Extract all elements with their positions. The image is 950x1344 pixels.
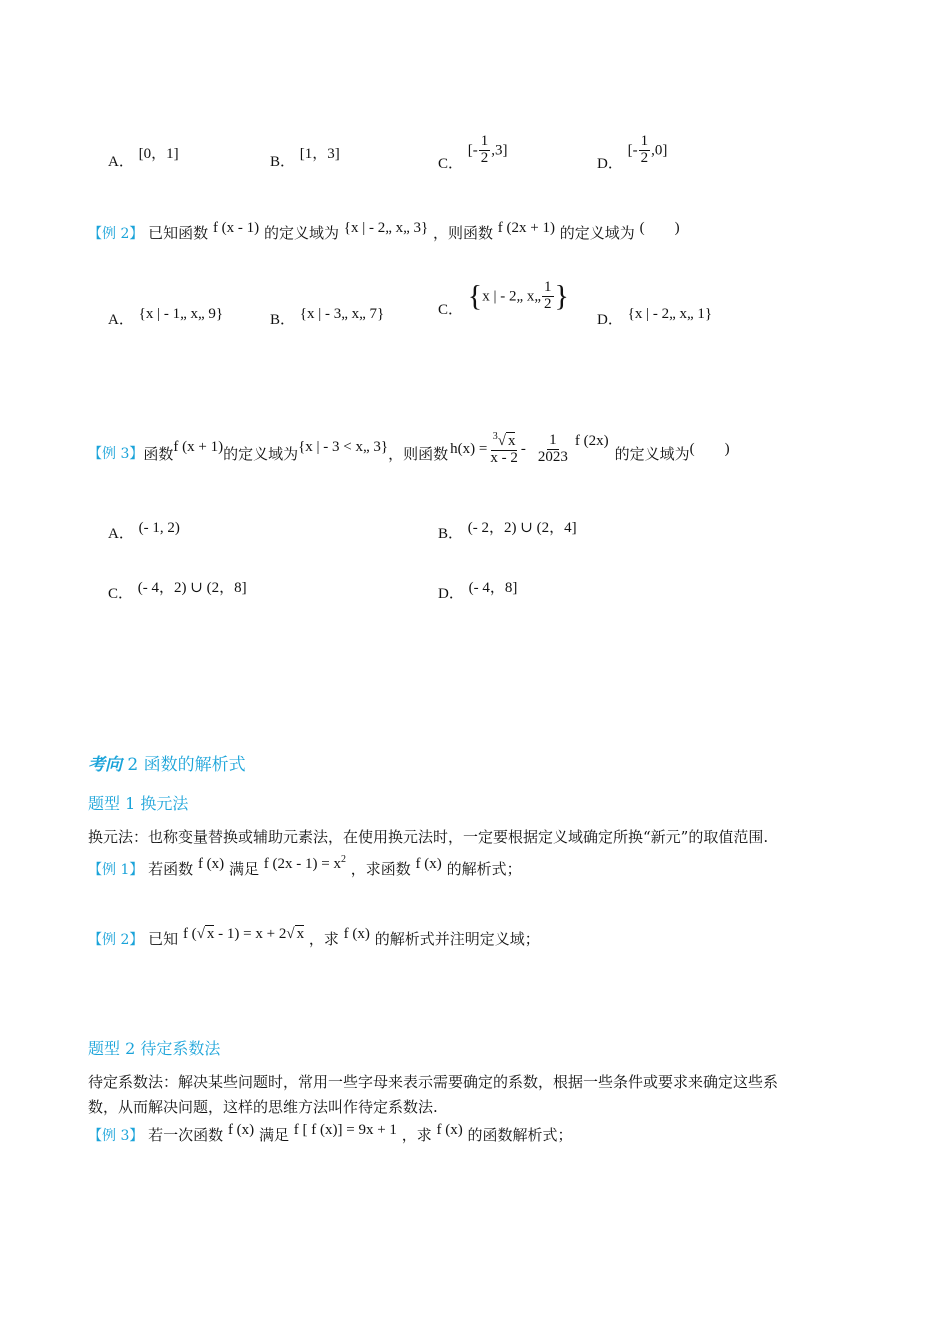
option-prefix: [- (627, 142, 638, 159)
fraction (639, 134, 651, 167)
option-label: C． (438, 156, 464, 173)
numerator: 1 (480, 133, 489, 149)
option-label: C． (108, 586, 134, 602)
section-heading-prefix: 考向 (88, 755, 122, 775)
example-tag: 【例 1】 (88, 862, 144, 878)
expr-part: - 1) = x + 2 (214, 926, 287, 942)
option-label: A． (108, 526, 134, 542)
fraction (488, 432, 520, 467)
exponent: 2 (340, 854, 346, 865)
math-expr: f (x) (227, 1122, 255, 1138)
type1-description: 换元法：也称变量替换或辅助元素法，在使用换元法时，一定要根据定义域确定所换“新元”的取值范围. (88, 828, 769, 846)
q1-option-b (270, 146, 340, 171)
ex3-option-c (108, 582, 247, 603)
math-expr: f [ f (x)] = 9x + 1 (293, 1122, 397, 1138)
example-2-question (88, 222, 680, 243)
math-expr: f (x) (415, 856, 442, 872)
type2-title: 题型 2 待定系数法 (88, 1039, 221, 1058)
option-label: A． (108, 312, 134, 328)
radicand: x (206, 926, 215, 942)
expr-part: f ( (182, 926, 197, 942)
question-text: 的解析式并注明定义域； (374, 930, 540, 948)
fraction (536, 433, 570, 466)
option-label: D． (597, 312, 623, 328)
h-tail: f (2x) (574, 432, 609, 449)
math-expr-base: f (2x - 1) = x (263, 856, 341, 872)
fraction (479, 134, 491, 167)
ex2-option-a (108, 308, 223, 329)
option-value: [1，3] (299, 146, 340, 162)
question-text: 的定义域为 (223, 444, 299, 463)
section-heading (88, 750, 246, 775)
example-tag: 【例 2】 (88, 226, 144, 242)
ex2-option-c (438, 279, 569, 319)
ex3-option-a (108, 522, 180, 543)
question-text: ，求 (401, 1126, 432, 1144)
numerator: $^3$√ x (492, 431, 516, 449)
type1-example-2 (88, 928, 540, 949)
option-label: B． (438, 526, 464, 542)
example-tag: 【例 3】 (88, 1128, 144, 1144)
root-index: 3 (492, 431, 498, 442)
q1-option-d (597, 133, 668, 173)
option-value: x | - 2„ x„ (482, 288, 542, 305)
minus-sign: - (520, 440, 526, 457)
math-expr: f (2x + 1) (497, 220, 555, 236)
math-expr: {x | - 2„ x„ 3} (343, 220, 429, 236)
option-value: (- 1, 2) (138, 520, 180, 536)
left-brace: { (467, 279, 483, 313)
question-text: 的定义域为 (263, 224, 339, 242)
example-3-question (88, 431, 730, 471)
option-label: C． (438, 302, 464, 319)
ex3-option-d (438, 582, 517, 603)
math-expr: f (√ x - 1) = x + 2√ x (182, 926, 305, 942)
denominator: 2 (480, 149, 489, 166)
question-text: 满足 (228, 860, 259, 878)
q1-option-a (108, 146, 179, 171)
math-expr: {x | - 3 < x„ 3} (298, 438, 389, 455)
question-text: ，则函数 (433, 224, 494, 242)
denominator: 2023 (537, 448, 568, 465)
question-text: 已知函数 (148, 224, 209, 242)
ex3-option-b (438, 522, 577, 543)
type2-example-3 (88, 1124, 573, 1145)
question-text: 的定义域为 (614, 444, 690, 463)
option-label: A． (108, 154, 134, 170)
ex2-option-d (597, 308, 712, 329)
question-text: ，求函数 (350, 860, 411, 878)
question-text: ，求 (308, 930, 339, 948)
option-value: [0，1] (138, 146, 179, 162)
answer-paren: ( ) (639, 220, 680, 236)
type2-description-line1: 待定系数法：解决某些问题时，常用一些字母来表示需要确定的系数，根据一些条件或要求来确定这些系 (88, 1073, 779, 1091)
denominator: 2 (544, 295, 552, 312)
section-heading-title: 2 函数的解析式 (127, 755, 246, 775)
option-value: {x | - 3„ x„ 7} (299, 306, 385, 322)
math-expr: f (x) (436, 1122, 463, 1138)
example-tag: 【例 2】 (88, 932, 144, 948)
numerator: 1 (549, 432, 557, 448)
denominator: 2 (640, 149, 649, 166)
option-value: (- 2，2) ∪ (2，4] (467, 520, 577, 536)
option-value: (- 4，2) ∪ (2，8] (137, 580, 247, 596)
option-suffix: ,0] (651, 142, 668, 159)
q1-option-c (438, 133, 508, 173)
example-tag: 【例 3】 (88, 446, 144, 463)
type1-example-1 (88, 854, 522, 879)
right-brace: } (554, 279, 569, 313)
option-prefix: [- (467, 142, 478, 159)
question-text: 满足 (258, 1126, 289, 1144)
math-expr: f (x) (343, 926, 370, 942)
question-text: 若一次函数 (148, 1126, 224, 1144)
h-function-expr (450, 432, 608, 467)
numerator: 1 (544, 279, 552, 295)
question-text: 的解析式； (446, 860, 522, 878)
option-value: (- 4，8] (468, 580, 518, 596)
question-text: 的函数解析式； (467, 1126, 573, 1144)
type1-title: 题型 1 换元法 (88, 794, 189, 813)
radicand: x (296, 926, 305, 942)
ex2-option-b (270, 308, 384, 329)
math-expr: f (x - 1) (212, 220, 260, 236)
option-label: D． (597, 156, 623, 173)
option-label: B． (270, 154, 296, 170)
option-suffix: ,3] (491, 142, 508, 159)
option-value: {x | - 1„ x„ 9} (138, 306, 224, 322)
option-label: D． (438, 586, 464, 602)
fraction (542, 280, 554, 313)
answer-paren: ( ) (689, 440, 730, 457)
option-value: {x | - 2„ x„ 1} (627, 306, 713, 322)
radicand: x (507, 433, 516, 449)
math-expr (264, 856, 346, 872)
denominator: x - 2 (490, 449, 518, 466)
question-text: 已知 (148, 930, 179, 948)
question-text: 若函数 (148, 860, 194, 878)
question-text: 函数 (143, 444, 174, 463)
numerator: 1 (640, 133, 649, 149)
option-label: B． (270, 312, 296, 328)
question-text: ，则函数 (388, 444, 449, 463)
math-expr: f (x) (197, 856, 225, 872)
type2-description-line2: 数，从而解决问题，这样的思维方法叫作待定系数法. (88, 1098, 438, 1116)
question-text: 的定义域为 (559, 224, 635, 242)
math-expr: f (x + 1) (173, 438, 224, 455)
h-lhs: h(x) = (450, 440, 488, 457)
